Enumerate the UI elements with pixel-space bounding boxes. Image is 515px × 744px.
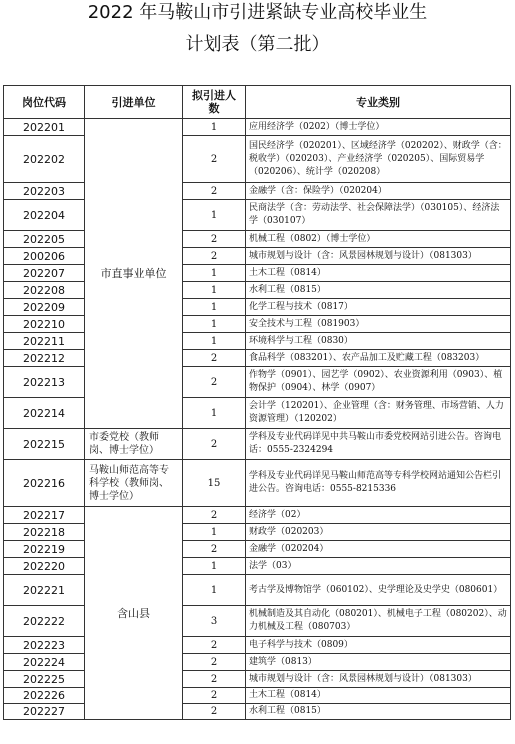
position-code: 202202 [4,136,85,183]
position-code: 202203 [4,183,85,200]
major-category: 建筑学（0813） [246,654,511,671]
table-row [4,119,511,136]
document-title-line1: 2022 年马鞍山市引进紧缺专业高校毕业生 [87,2,428,23]
planned-count: 15 [183,460,246,507]
position-code: 202218 [4,524,85,541]
table-row [4,671,511,688]
major-category: 会计学（120201）、企业管理（含：财务管理、市场营销、人力资源管理）（120202） [246,398,511,429]
table-row [4,558,511,575]
position-code: 202208 [4,282,85,299]
unit-hanshan: 含山县 [85,507,183,720]
position-code: 202214 [4,398,85,429]
planned-count: 2 [183,541,246,558]
unit-city: 市直事业单位 [85,119,183,429]
table-row [4,398,511,429]
position-code: 202210 [4,316,85,333]
table-row [4,265,511,282]
position-code: 202224 [4,654,85,671]
planned-count: 2 [183,183,246,200]
plan-table [3,85,511,720]
position-code: 202220 [4,558,85,575]
position-code: 202222 [4,606,85,637]
planned-count: 1 [183,398,246,429]
major-category: 学科及专业代码详见中共马鞍山市委党校网站引进公告。咨询电话：0555-2324294 [246,429,511,460]
table-row [4,541,511,558]
major-category: 安全技术与工程（081903） [246,316,511,333]
table-row [4,429,511,460]
table-row [4,200,511,231]
major-category: 电子科学与技术（0809） [246,637,511,654]
table-row [4,367,511,398]
table-row [4,507,511,524]
table-row [4,299,511,316]
planned-count: 1 [183,575,246,606]
major-category: 食品科学（083201）、农产品加工及贮藏工程（083203） [246,350,511,367]
planned-count: 2 [183,248,246,265]
major-category: 考古学及博物馆学（060102）、史学理论及史学史（080601） [246,575,511,606]
table-row [4,136,511,183]
position-code: 202212 [4,350,85,367]
position-code: 200206 [4,248,85,265]
unit-teachers-college: 马鞍山师范高等专科学校（教师岗、博士学位） [85,460,183,507]
position-code: 202205 [4,231,85,248]
table-row [4,183,511,200]
planned-count: 2 [183,704,246,720]
position-code: 202213 [4,367,85,398]
position-code: 202227 [4,704,85,720]
planned-count: 2 [183,688,246,704]
planned-count: 1 [183,119,246,136]
major-category: 经济学（02） [246,507,511,524]
major-category: 财政学（020203） [246,524,511,541]
major-category: 国民经济学（020201）、区域经济学（020202）、财政学（含：税收学）（020203）、产业经济学（020205）、国际贸易学（020206）、统计学（020208） [246,136,511,183]
unit-party-school: 市委党校（教师岗、博士学位） [85,429,183,460]
table-row [4,282,511,299]
table-row [4,248,511,265]
major-category: 作物学（0901）、园艺学（0902）、农业资源利用（0903）、植物保护（0904）、林学（0907） [246,367,511,398]
table-row [4,231,511,248]
position-code: 202215 [4,429,85,460]
planned-count: 2 [183,654,246,671]
major-category: 金融学（含：保险学）（020204） [246,183,511,200]
table-row [4,316,511,333]
major-category: 土木工程（0814） [246,265,511,282]
table-row [4,350,511,367]
table-row [4,333,511,350]
major-category: 环境科学与工程（0830） [246,333,511,350]
planned-count: 1 [183,333,246,350]
table-header-row [4,86,511,119]
major-category: 水利工程（0815） [246,704,511,720]
position-code: 202226 [4,688,85,704]
table-row [4,637,511,654]
position-code: 202216 [4,460,85,507]
major-category: 法学（03） [246,558,511,575]
header-code: 岗位代码 [4,86,85,119]
major-category: 金融学（020204） [246,541,511,558]
planned-count: 2 [183,136,246,183]
header-major: 专业类别 [246,86,511,119]
planned-count: 2 [183,367,246,398]
position-code: 202204 [4,200,85,231]
position-code: 202219 [4,541,85,558]
table-row [4,524,511,541]
planned-count: 2 [183,637,246,654]
position-code: 202211 [4,333,85,350]
table-row [4,654,511,671]
header-unit: 引进单位 [85,86,183,119]
major-category: 机械制造及其自动化（080201）、机械电子工程（080202）、动力机械及工程（080703） [246,606,511,637]
planned-count: 2 [183,507,246,524]
planned-count: 2 [183,350,246,367]
major-category: 机械工程（0802）（博士学位） [246,231,511,248]
planned-count: 1 [183,316,246,333]
planned-count: 1 [183,200,246,231]
document-title-line2: 计划表（第二批） [185,34,330,55]
major-category: 学科及专业代码详见马鞍山师范高等专科学校网站通知公告栏引进公告。咨询电话：0555-8215336 [246,460,511,507]
table-row [4,606,511,637]
table-row [4,575,511,606]
planned-count: 1 [183,558,246,575]
position-code: 202207 [4,265,85,282]
position-code: 202217 [4,507,85,524]
position-code: 202201 [4,119,85,136]
table-row [4,704,511,720]
position-code: 202221 [4,575,85,606]
planned-count: 1 [183,265,246,282]
planned-count: 2 [183,231,246,248]
position-code: 202223 [4,637,85,654]
position-code: 202225 [4,671,85,688]
table-body [4,119,511,720]
major-category: 水利工程（0815） [246,282,511,299]
position-code: 202209 [4,299,85,316]
major-category: 化学工程与技术（0817） [246,299,511,316]
planned-count: 2 [183,429,246,460]
major-category: 土木工程（0814） [246,688,511,704]
planned-count: 1 [183,282,246,299]
major-category: 城市规划与设计（含：风景园林规划与设计）（081303） [246,248,511,265]
planned-count: 2 [183,671,246,688]
planned-count: 1 [183,299,246,316]
table-row [4,460,511,507]
major-category: 应用经济学（0202）（博士学位） [246,119,511,136]
planned-count: 1 [183,524,246,541]
table-row [4,688,511,704]
planned-count: 3 [183,606,246,637]
major-category: 民商法学（含：劳动法学、社会保障法学）（030105）、经济法学（030107） [246,200,511,231]
header-count: 拟引进人数 [183,86,246,119]
major-category: 城市规划与设计（含：风景园林规划与设计）（081303） [246,671,511,688]
